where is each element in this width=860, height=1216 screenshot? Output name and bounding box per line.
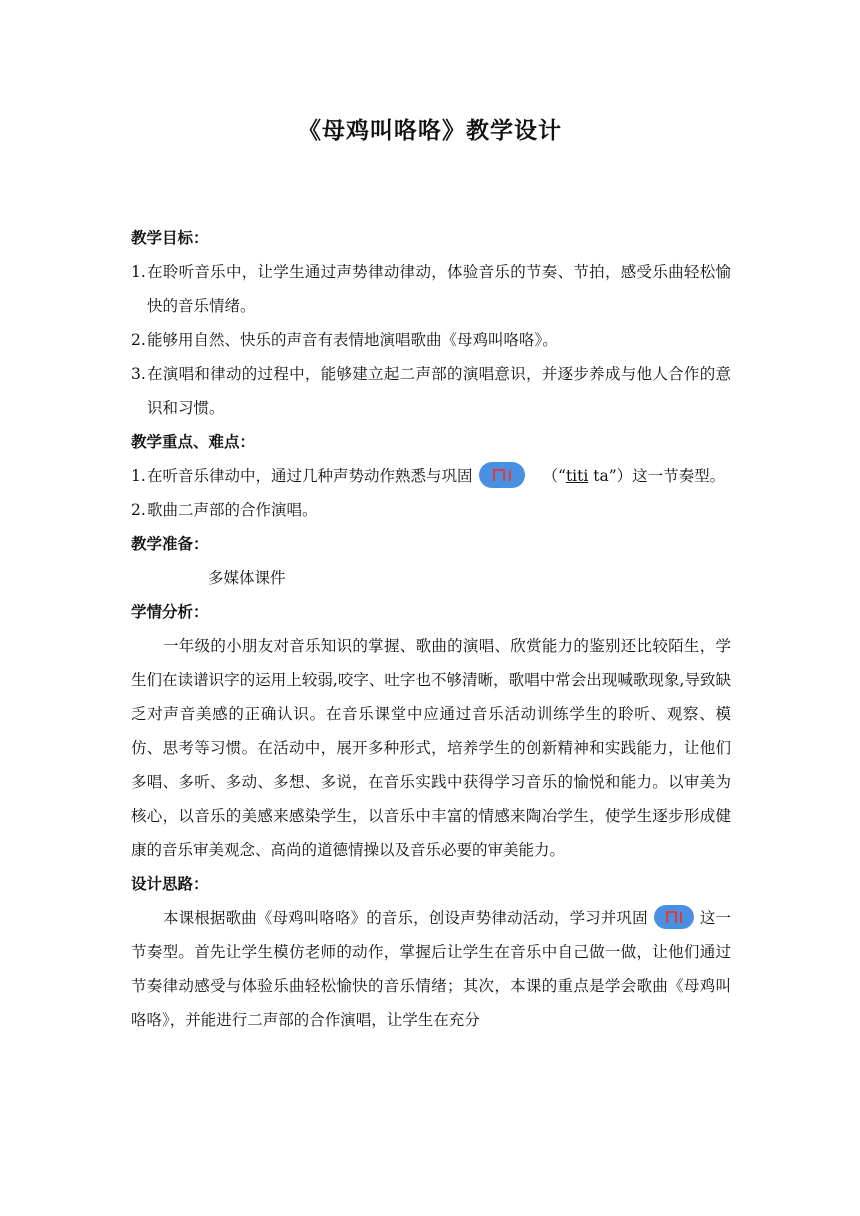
- rhythm-syllable: titi: [565, 467, 589, 485]
- item-text: [147, 459, 731, 493]
- item-text: 能够用自然、快乐的声音有表情地演唱歌曲《母鸡叫咯咯》。: [147, 331, 558, 349]
- objective-item-1: [131, 255, 731, 323]
- analysis-heading: 学情分析：: [131, 603, 209, 621]
- design-text-after: 这一节奏型。首先让学生模仿老师的动作，掌握后让学生在音乐中自己做一做，让他们通过节奏律动感受与体验乐曲轻松愉快的音乐情绪；其次，本课的重点是学会歌曲《母鸡叫咯咯》，并能进行二声部的合作演唱，让学生在充分: [131, 909, 731, 1029]
- item-number: 2.: [131, 501, 146, 519]
- design-paragraph: [131, 901, 731, 1037]
- objectives-heading: 教学目标：: [131, 229, 209, 247]
- key-point-text-after: ta”）这一节奏型。: [588, 467, 726, 485]
- item-number: 3.: [131, 365, 146, 383]
- page-title: 《母鸡叫咯咯》教学设计: [298, 118, 562, 144]
- item-number: 2.: [131, 331, 146, 349]
- design-heading: 设计思路：: [131, 875, 209, 893]
- analysis-paragraph: 一年级的小朋友对音乐知识的掌握、歌曲的演唱、欣赏能力的鉴别还比较陌生，学生们在读谱识字的运用上较弱,咬字、吐字也不够清晰，歌唱中常会出现喊歌现象,导致缺乏对声音美感的正确认识。在音乐课堂中应通过音乐活动训练学生的聆听、观察、模仿、思考等习惯。在活动中，展开多种形式，培养学生的创新精神和实践能力，让他们多唱、多听、多动、多想、多说，在音乐实践中获得学习音乐的愉悦和能力。以审美为核心，以音乐的美感来感染学生，以音乐中丰富的情感来陶冶学生，使学生逐步形成健康的音乐审美观念、高尚的道德情操以及音乐必要的审美能力。: [131, 637, 731, 859]
- key-point-item-2: [131, 493, 731, 527]
- preparation-heading: 教学准备：: [131, 535, 209, 553]
- preparation-text: 多媒体课件: [208, 569, 286, 587]
- key-point-text-before: 在听音乐律动中，通过几种声势动作熟悉与巩固: [147, 467, 473, 485]
- design-text-before: 本课根据歌曲《母鸡叫咯咯》的音乐，创设声势律动活动，学习并巩固: [163, 909, 648, 927]
- key-point-paren-open: （“: [542, 467, 566, 485]
- rhythm-titi-ta-icon: [479, 462, 525, 488]
- item-number: 1.: [131, 263, 146, 281]
- objective-item-2: [131, 323, 731, 357]
- key-point-item-1: [131, 459, 731, 493]
- document-body: [131, 221, 731, 1037]
- item-number: 1.: [131, 467, 146, 485]
- item-text: 歌曲二声部的合作演唱。: [147, 501, 318, 519]
- rhythm-titi-ta-icon: [654, 905, 694, 929]
- key-points-heading: 教学重点、难点：: [131, 433, 256, 451]
- objective-item-3: [131, 357, 731, 425]
- item-text: 在聆听音乐中，让学生通过声势律动律动，体验音乐的节奏、节拍，感受乐曲轻松愉快的音乐情绪。: [147, 263, 731, 315]
- item-text: 在演唱和律动的过程中，能够建立起二声部的演唱意识，并逐步养成与他人合作的意识和习惯。: [147, 365, 731, 417]
